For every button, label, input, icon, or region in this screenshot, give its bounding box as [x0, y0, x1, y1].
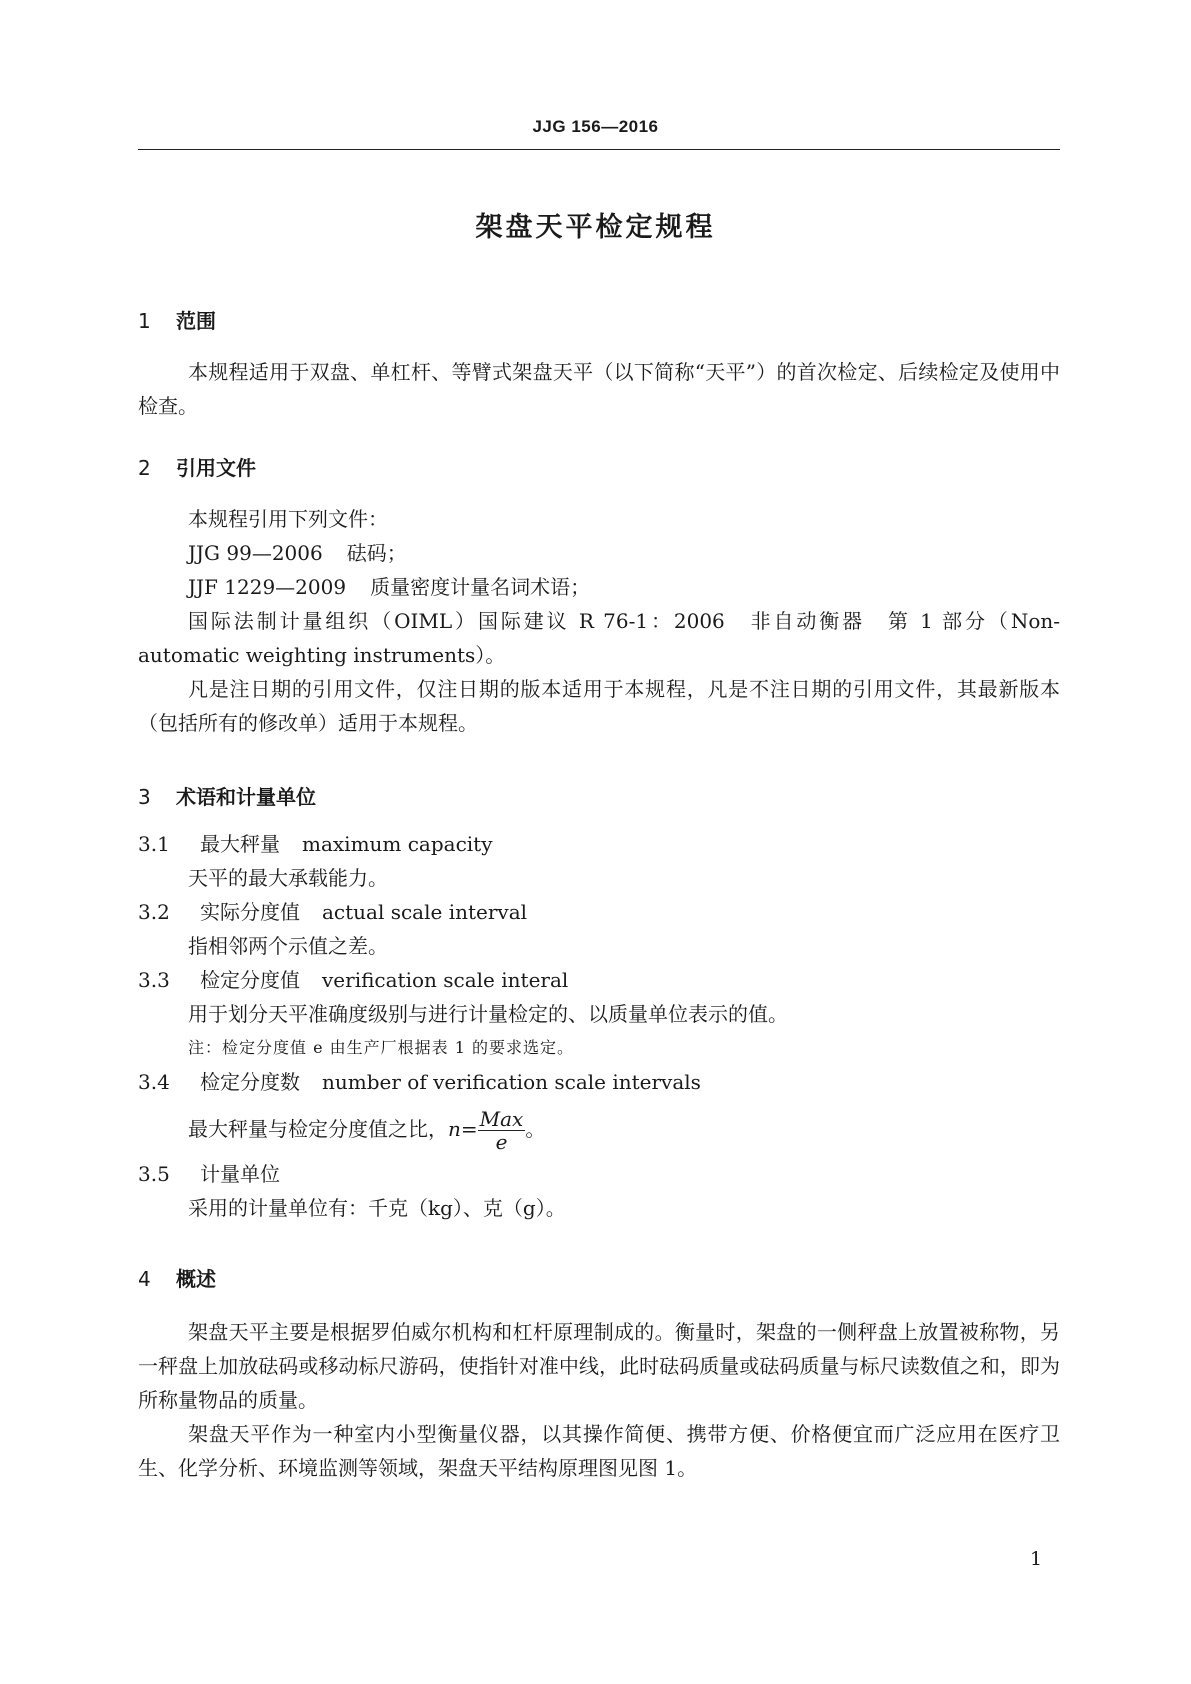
reference-item: [138, 536, 1060, 570]
section-number: 2: [138, 456, 151, 480]
term-chinese: 实际分度值: [200, 900, 300, 924]
formula-end: 。: [525, 1117, 546, 1141]
term-english: maximum capacity: [302, 832, 493, 856]
term-chinese: 检定分度数: [200, 1070, 300, 1094]
term-note: 注：检定分度值 e 由生产厂根据表 1 的要求选定。: [188, 1038, 574, 1057]
term-english: number of verification scale intervals: [322, 1070, 701, 1094]
term-number: 3.4: [138, 1070, 170, 1094]
overview-paragraph-2: 架盘天平作为一种室内小型衡量仪器，以其操作简便、携带方便、价格便宜而广泛应用在医疗卫生、化学分析、环境监测等领域，架盘天平结构原理图见图 1。: [138, 1422, 1060, 1480]
section-number: 4: [138, 1267, 151, 1291]
section-2-heading: [138, 451, 1060, 485]
section-1-body: [138, 355, 1060, 423]
section-number: 1: [138, 309, 151, 333]
term-number: 3.1: [138, 832, 170, 856]
header-standard-code: JJG 156—2016: [532, 117, 659, 136]
term-definition-formula: [138, 1105, 1060, 1153]
term-definition: 用于划分天平准确度级别与进行计量检定的、以质量单位表示的值。: [188, 1002, 788, 1026]
term-number: 3.2: [138, 900, 170, 924]
term-english: verification scale interal: [322, 968, 569, 992]
section-number: 3: [138, 785, 151, 809]
document-title: 架盘天平检定规程: [475, 212, 716, 243]
section-title: 术语和计量单位: [176, 785, 316, 809]
term-definition: 最大秤量与检定分度值之比，: [188, 1117, 448, 1141]
reference-title: 砝码；: [346, 541, 407, 565]
reference-code: JJF 1229—2009: [188, 575, 347, 599]
formula-fraction: [478, 1108, 526, 1153]
term-chinese: 计量单位: [200, 1162, 280, 1186]
section-title: 范围: [176, 309, 216, 333]
term-definition: 指相邻两个示值之差。: [188, 934, 388, 958]
section-title: 引用文件: [176, 456, 256, 480]
overview-paragraph-1: 架盘天平主要是根据罗伯威尔机构和杠杆原理制成的。衡量时，架盘的一侧秤盘上放置被称物，另一秤盘上加放砝码或移动标尺游码，使指针对准中线，此时砝码质量或砝码质量与标尺读数值之和，即为所称量物品的质量。: [138, 1320, 1060, 1412]
term-definition: 采用的计量单位有：千克（kg）、克（g）。: [188, 1196, 566, 1220]
reference-item-oiml: 国际法制计量组织（OIML）国际建议 R 76-1：2006 非自动衡器 第 1 部分（Non-automatic weighting instruments）。: [138, 609, 1060, 667]
term-3-1: [138, 827, 1060, 861]
reference-title: 质量密度计量名词术语；: [370, 575, 591, 599]
formula-lhs: n=: [448, 1117, 478, 1141]
header-rule: [138, 149, 1060, 150]
formula-denominator: e: [495, 1130, 508, 1154]
scope-paragraph: 本规程适用于双盘、单杠杆、等臂式架盘天平（以下简称“天平”）的首次检定、后续检定及使用中检查。: [138, 360, 1060, 418]
term-3-2: [138, 895, 1060, 929]
reference-item: [138, 570, 1060, 604]
section-3-body: [138, 827, 1060, 1225]
term-number: 3.5: [138, 1162, 170, 1186]
section-4-body: [138, 1315, 1060, 1485]
section-title: 概述: [176, 1267, 216, 1291]
section-1-heading: [138, 304, 1060, 338]
term-3-4: [138, 1065, 1060, 1099]
section-3-heading: [138, 780, 1060, 814]
term-3-5: [138, 1157, 1060, 1191]
term-english: actual scale interval: [322, 900, 528, 924]
term-chinese: 检定分度值: [200, 968, 300, 992]
term-definition: 天平的最大承载能力。: [188, 866, 388, 890]
formula-numerator: Max: [479, 1107, 524, 1131]
section-2-body: [138, 502, 1060, 740]
term-3-3: [138, 963, 1060, 997]
reference-code: JJG 99—2006: [188, 541, 323, 565]
section-4-heading: [138, 1262, 1060, 1296]
term-chinese: 最大秤量: [200, 832, 280, 856]
page-number: 1: [1030, 1548, 1043, 1570]
term-number: 3.3: [138, 968, 170, 992]
references-intro: 本规程引用下列文件：: [188, 507, 388, 531]
references-note: 凡是注日期的引用文件，仅注日期的版本适用于本规程，凡是不注日期的引用文件，其最新版本（包括所有的修改单）适用于本规程。: [138, 677, 1060, 735]
